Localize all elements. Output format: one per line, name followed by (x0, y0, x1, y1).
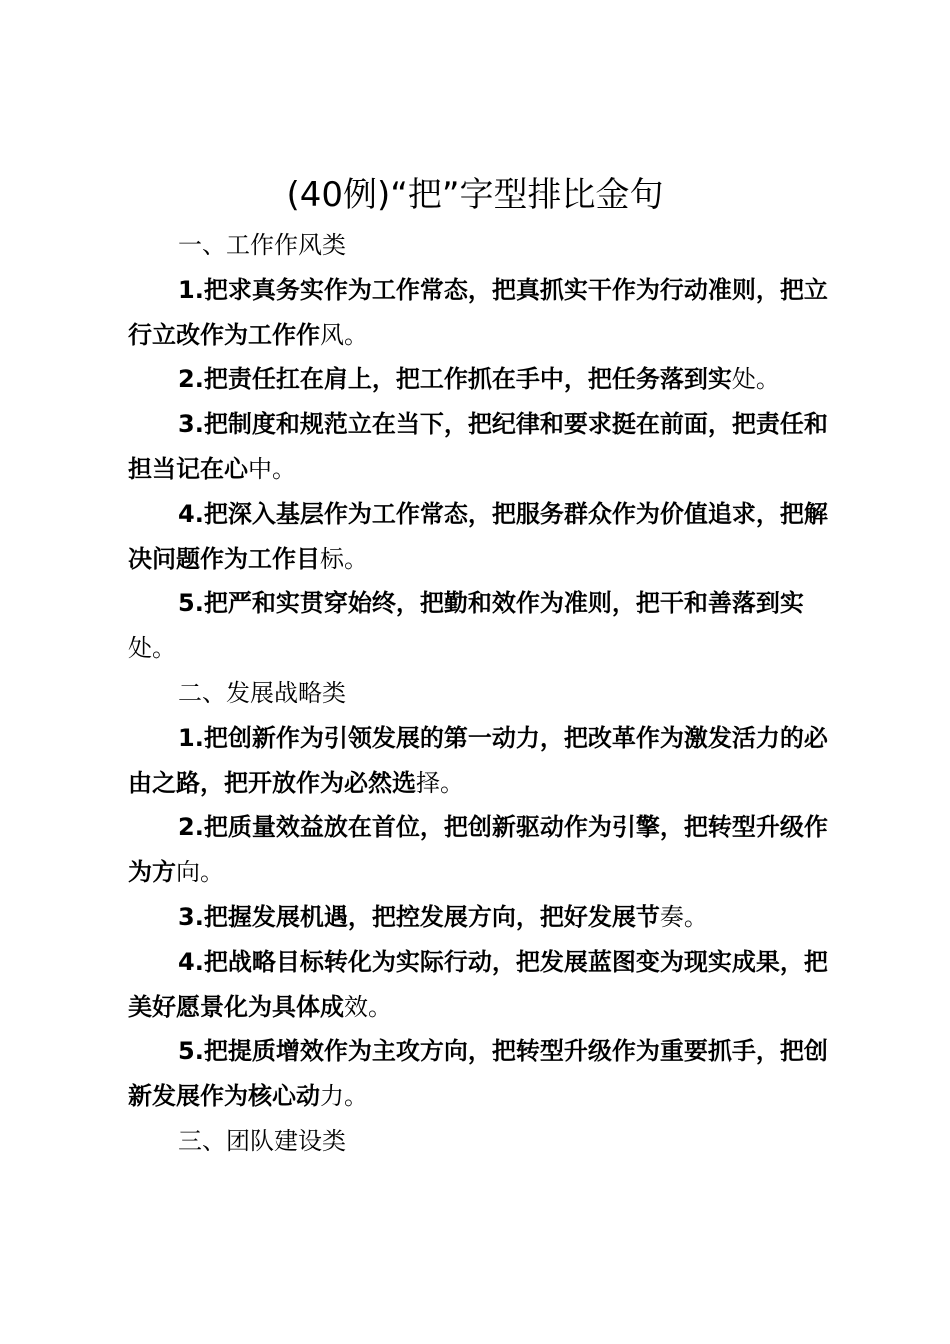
item-text: 2.把责任扛在肩上，把工作抓在手中，把任务落到实 (178, 365, 732, 394)
list-item (128, 357, 828, 402)
list-item (128, 895, 828, 940)
item-text: 2.把质量效益放在首位，把创新驱动作为引擎，把转型升级作为方 (128, 813, 828, 887)
item-text: 5.把提质增效作为主攻方向，把转型升级作为重要抓手，把创新发展作为核心动 (128, 1037, 828, 1111)
list-item (128, 805, 828, 895)
list-item (128, 716, 828, 806)
item-text-end: 中。 (248, 454, 296, 483)
list-item (128, 268, 828, 358)
item-text-end: 处。 (731, 365, 780, 394)
item-text: 3.把制度和规范立在当下，把纪律和要求挺在前面，把责任和担当记在心 (128, 410, 828, 483)
item-text-end: 效。 (344, 992, 392, 1021)
document-body (128, 223, 828, 1164)
list-item (128, 940, 828, 1030)
item-text: 5.把严和实贯穿始终，把勤和效作为准则，把干和善落到实 (178, 589, 804, 618)
list-item (128, 1029, 828, 1119)
item-text: 1.把创新作为引领发展的第一动力，把改革作为激发活力的必由之路，把开放作为必然选 (128, 723, 828, 797)
item-text: 1.把求真务实作为工作常态，把真抓实干作为行动准则，把立行立改作为工作作 (128, 275, 828, 349)
item-text: 3.把握发展机遇，把控发展方向，把好发展节 (178, 902, 660, 931)
list-item (128, 581, 828, 671)
item-text: 4.把深入基层作为工作常态，把服务群众作为价值追求，把解决问题作为工作目 (128, 499, 828, 573)
list-item (128, 492, 828, 582)
item-text: 4.把战略目标转化为实际行动，把发展蓝图变为现实成果，把美好愿景化为具体成 (128, 947, 828, 1021)
page-title: (40例)“把”字型排比金句 (286, 175, 664, 215)
item-text-end: 处。 (128, 634, 176, 663)
item-text-end: 力。 (320, 1082, 368, 1111)
item-text-end: 标。 (320, 544, 368, 573)
section-heading-team-building: 三、团队建设类 (178, 1126, 346, 1155)
item-text-end: 向。 (176, 858, 224, 887)
section-heading-work-style: 一、工作作风类 (178, 231, 346, 259)
list-item (128, 402, 828, 492)
item-text-end: 风。 (320, 320, 368, 349)
item-text-end: 奏。 (659, 902, 708, 931)
item-text-end: 择。 (416, 768, 464, 797)
section-heading-development-strategy: 二、发展战略类 (178, 678, 346, 707)
